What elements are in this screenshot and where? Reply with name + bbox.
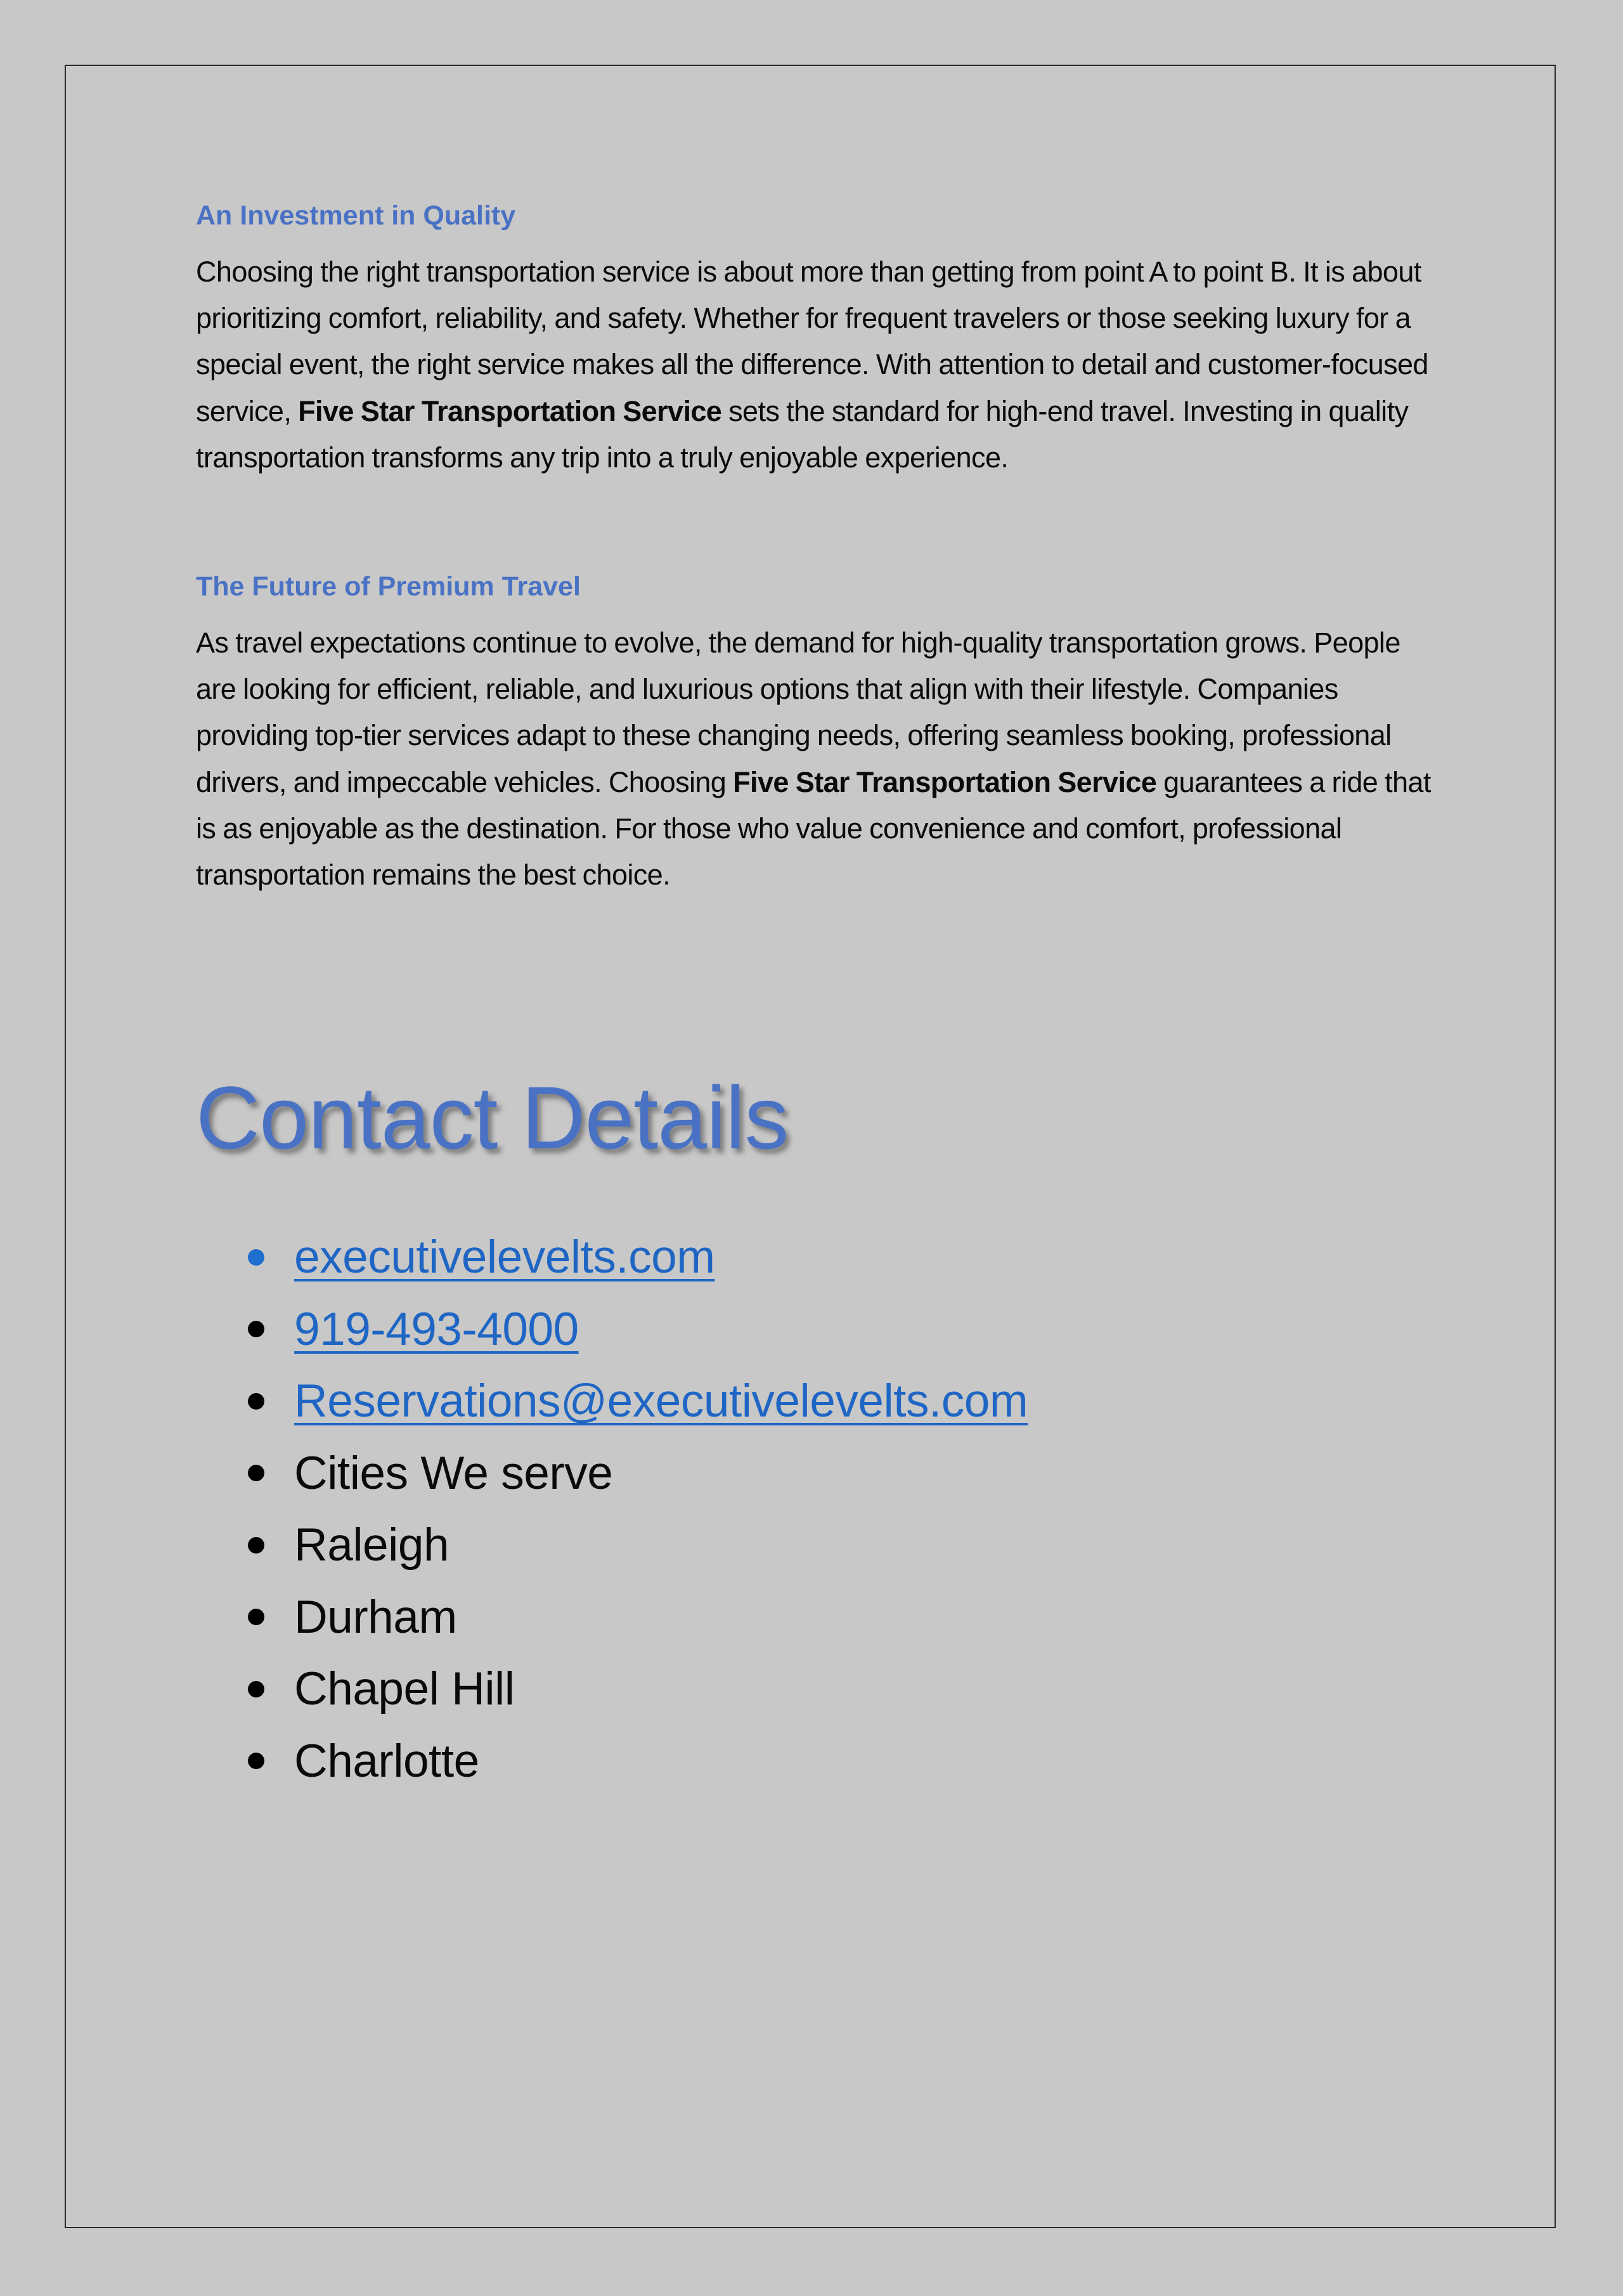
contact-details-title: Contact Details xyxy=(196,1068,789,1168)
bullet-icon xyxy=(248,1609,264,1625)
list-item xyxy=(196,1509,1439,1581)
bullet-icon xyxy=(248,1321,264,1337)
contact-list xyxy=(196,1221,1439,1797)
section-investment-in-quality xyxy=(196,190,1439,481)
bullet-icon xyxy=(248,1537,264,1553)
company-name-bold: Five Star Transportation Service xyxy=(298,394,722,427)
city-chapel-hill: Chapel Hill xyxy=(294,1663,515,1715)
list-item xyxy=(196,1653,1439,1725)
section-paragraph xyxy=(196,619,1439,898)
bullet-icon xyxy=(248,1753,264,1769)
bullet-icon xyxy=(248,1393,264,1410)
list-item xyxy=(196,1725,1439,1798)
list-item xyxy=(196,1581,1439,1654)
document-body xyxy=(196,190,1439,1797)
email-link[interactable]: Reservations@executivelevelts.com xyxy=(294,1375,1028,1427)
bullet-icon xyxy=(248,1465,264,1481)
paragraph-text: As travel expectations continue to evolve, the demand for high-quality transportation grows. People are looking for efficient, reliable, and luxurious options that align with their lifestyle. Companies providing top-tier services adapt to these changing needs, offering seamless booking, professional drivers, and impeccable vehicles. Choosing xyxy=(196,626,1400,798)
city-raleigh: Raleigh xyxy=(294,1519,449,1571)
city-charlotte: Charlotte xyxy=(294,1735,479,1787)
bullet-icon xyxy=(248,1681,264,1697)
paragraph-text: guarantees a ride that is as enjoyable as the destination. For those who value convenience and comfort, professional transportation remains the best choice. xyxy=(196,765,1431,892)
website-link[interactable]: executivelevelts.com xyxy=(294,1231,715,1283)
section-heading: An Investment in Quality xyxy=(196,200,516,231)
section-paragraph xyxy=(196,249,1439,481)
list-item xyxy=(196,1437,1439,1510)
section-future-of-premium-travel xyxy=(196,561,1439,898)
phone-link[interactable]: 919-493-4000 xyxy=(294,1303,579,1355)
section-heading: The Future of Premium Travel xyxy=(196,571,581,602)
paragraph-text: sets the standard for high-end travel. Investing in quality transportation transforms any trip into a truly enjoyable experience. xyxy=(196,394,1409,474)
list-item xyxy=(196,1221,1439,1294)
city-durham: Durham xyxy=(294,1591,457,1643)
bullet-icon xyxy=(248,1249,264,1266)
cities-we-serve-label: Cities We serve xyxy=(294,1447,613,1499)
list-item xyxy=(196,1365,1439,1437)
company-name-bold: Five Star Transportation Service xyxy=(733,765,1157,798)
paragraph-text: Choosing the right transportation service is about more than getting from point A to point B. It is about prioritizing comfort, reliability, and safety. Whether for frequent travelers or those seeking luxury for a special event, the right service makes all the difference. With attention to detail and customer-focused service, xyxy=(196,256,1428,427)
list-item xyxy=(196,1294,1439,1366)
